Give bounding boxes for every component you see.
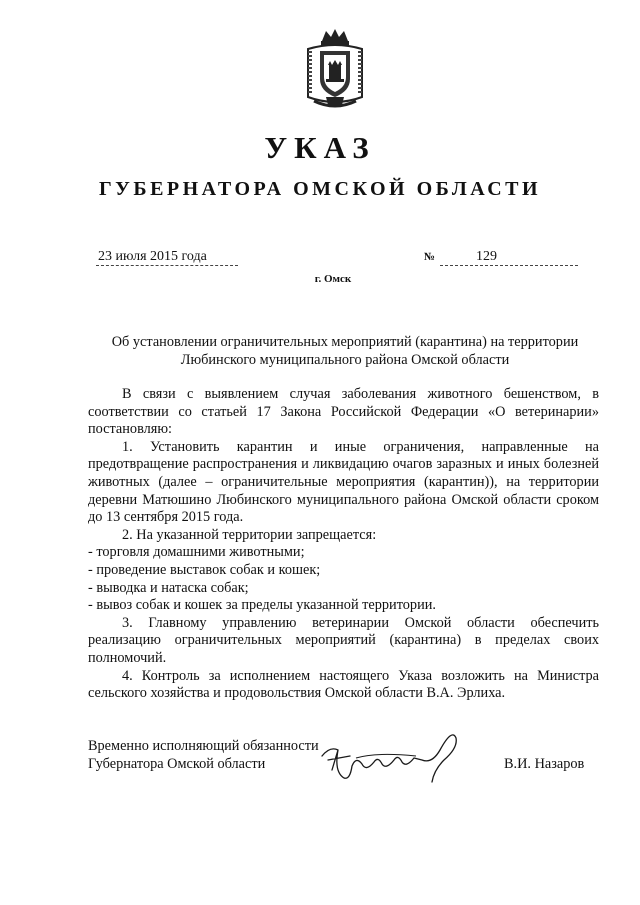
coat-of-arms-icon xyxy=(300,27,370,111)
bullet-item: - проведение выставок собак и кошек; xyxy=(88,561,321,578)
signatory-title-line2: Губернатора Омской области xyxy=(88,755,266,772)
decree-body xyxy=(88,386,599,703)
decree-number: 129 xyxy=(440,248,578,266)
signatory-name: В.И. Назаров xyxy=(504,756,585,772)
item-1: 1. Установить карантин и иные ограничения, направленные на предотвращение распространения и ликвидацию очагов заразных и иных болезней животных (далее – ограничительные мероприятия (карантин)), на территории деревни Матюшино Любинского муниципального района Омской области сроком до 13 сентября 2015 года. xyxy=(88,438,599,526)
decree-date: 23 июля 2015 года xyxy=(96,248,238,266)
signatory-title xyxy=(88,738,319,773)
item-3: 3. Главному управлению ветеринарии Омской области обеспечить реализацию ограничительных мероприятий (карантина) в пределах своих полномочий. xyxy=(88,614,599,666)
signatory-title-line1: Временно исполняющий обязанности xyxy=(88,738,319,754)
bullet-item: - вывоз собак и кошек за пределы указанной территории. xyxy=(88,597,436,614)
item-4: 4. Контроль за исполнением настоящего Указа возложить на Министра сельского хозяйства и продовольствия Омской области В.А. Эрлиха. xyxy=(88,667,599,702)
document-subtitle: ГУБЕРНАТОРА ОМСКОЙ ОБЛАСТИ xyxy=(98,178,542,200)
decree-heading: Об установлении ограничительных мероприятий (карантина) на территории Любинского муниципального района Омской области xyxy=(111,334,579,368)
city-label: г. Омск xyxy=(314,273,352,285)
bullet-item: - торговля домашними животными; xyxy=(88,544,305,561)
document-title: УКАЗ xyxy=(264,130,376,165)
handwritten-signature-icon xyxy=(316,726,466,786)
number-label: № xyxy=(424,251,436,263)
bullet-item: - выводка и натаска собак; xyxy=(88,579,249,596)
preamble: В связи с выявлением случая заболевания животного бешенством, в соответствии со статьей 17 Закона Российской Федерации «О ветеринарии» постановляю: xyxy=(88,386,599,438)
item-2: 2. На указанной территории запрещается: xyxy=(122,526,377,543)
